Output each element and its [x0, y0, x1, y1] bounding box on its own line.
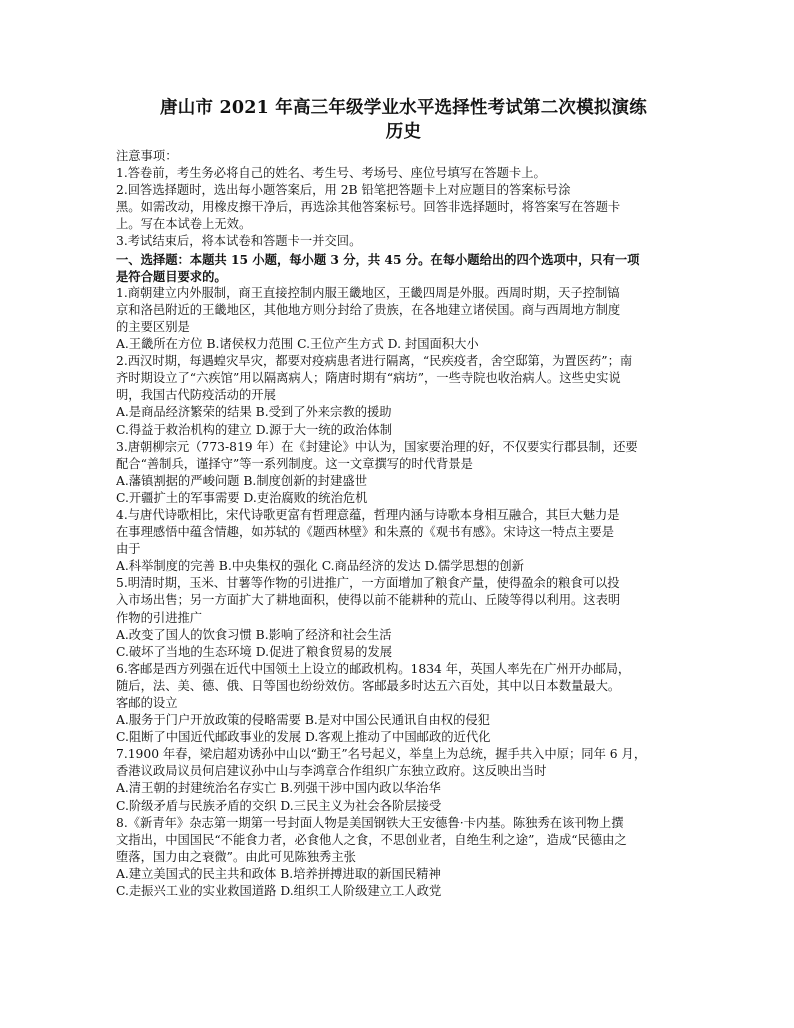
question-2: [116, 353, 691, 438]
question-stem: 7.1900 年春，梁启超劝诱孙中山以“勤王”名号起义，举皇上为总统，握手共入中原；同年 6 月，: [116, 747, 647, 762]
question-stem: 4.与唐代诗歌相比，宋代诗歌更富有哲理意蕴，哲理内涵与诗歌本身相互融合，其巨大魅力是: [116, 507, 620, 522]
question-5: [116, 575, 691, 660]
question-stem: 1.商朝建立内外服制，商王直接控制内服王畿地区，王畿四周是外服。西周时期，天子控制镐: [116, 285, 620, 300]
subject-title: 历史: [385, 122, 422, 142]
question-stem: 文指出，中国国民“不能食力者，必食他人之食，不思创业者，自绝生利之途”，造成“民德由之: [116, 832, 627, 847]
question-options: A.科举制度的完善 B.中央集权的强化 C.商品经济的发达 D.儒学思想的创新: [116, 559, 524, 574]
question-options: C.开疆扩土的军事需要 D.吏治腐败的统治危机: [116, 490, 368, 505]
notice-line: 1.答卷前，考生务必将自己的姓名、考生号、考场号、座位号填写在答题卡上。: [116, 166, 546, 181]
exam-title: 唐山市 2021 年高三年级学业水平选择性考试第二次模拟演练: [160, 98, 647, 118]
question-options: A.王畿所在方位 B.诸侯权力范围 C.王位产生方式 D. 封国面积大小: [116, 337, 479, 352]
section-heading-line: 一、选择题：本题共 15 小题，每小题 3 分，共 45 分。在每小题给出的四个选项中，只有一项: [116, 251, 640, 267]
question-stem: 2.西汉时期，每遇蝗灾旱灾，都要对疫病患者进行隔离，“民疾疫者，舍空邸第，为置医药”；南: [116, 354, 633, 369]
exam-page: [116, 96, 691, 900]
question-8: [116, 815, 691, 900]
notice-line: 3.考试结束后，将本试卷和答题卡一并交回。: [116, 234, 362, 249]
question-stem: 的主要区别是: [116, 319, 190, 334]
question-options: A.是商品经济繁荣的结果 B.受到了外来宗教的援助: [116, 405, 392, 420]
question-options: C.阶级矛盾与民族矛盾的交织 D.三民主义为社会各阶层接受: [116, 798, 442, 813]
notice-line: 黑。如需改动，用橡皮擦干净后，再选涂其他答案标号。回答非选择题时，将答案写在答题卡: [116, 200, 621, 215]
question-options: C.走振兴工业的实业救国道路 D.组织工人阶级建立工人政党: [116, 884, 442, 899]
notice-line: 上。写在本试卷上无效。: [116, 217, 252, 232]
notice-block: [116, 148, 691, 251]
question-stem: 明，我国古代防疫活动的开展: [116, 388, 276, 403]
question-stem: 配合“善制兵，谨择守”等一系列制度。这一文章撰写的时代背景是: [116, 456, 473, 471]
question-stem: 5.明清时期，玉米、甘薯等作物的引进推广，一方面增加了粮食产量，使得盈余的粮食可以投: [116, 576, 620, 591]
question-stem: 在事理感悟中蕴含情趣，如苏轼的《题西林壁》和朱熹的《观书有感》。宋诗这一特点主要是: [116, 525, 615, 540]
question-options: C.破坏了当地的生态环境 D.促进了粮食贸易的发展: [116, 644, 393, 659]
question-stem: 随后，法、美、德、俄、日等国也纷纷效仿。客邮最多时达五六百处，其中以日本数量最大。: [116, 678, 621, 693]
question-stem: 齐时期设立了“六疾馆”用以隔离病人；隋唐时期有“病坊”，一些寺院也收治病人。这些史实说: [116, 371, 621, 386]
question-options: A.服务于门户开放政策的侵略需要 B.是对中国公民通讯自由权的侵犯: [116, 713, 490, 728]
question-stem: 由于: [116, 542, 141, 557]
question-6: [116, 661, 691, 746]
section-heading-line: 是符合题目要求的。: [116, 268, 227, 284]
question-stem: 作物的引进推广: [116, 610, 203, 625]
question-options: C.阻断了中国近代邮政事业的发展 D.客观上推动了中国邮政的近代化: [116, 730, 491, 745]
question-options: A.建立美国式的民主共和政体 B.培养拼搏进取的新国民精神: [116, 866, 441, 881]
question-stem: 3.唐朝柳宗元（773-819 年）在《封建论》中认为，国家要治理的好，不仅要实行郡县制，还要: [116, 439, 638, 454]
notice-heading: 注意事项：: [116, 149, 178, 163]
question-stem: 6.客邮是西方列强在近代中国领土上设立的邮政机构。1834 年，英国人率先在广州开办邮局，: [116, 661, 631, 676]
question-options: A.清王朝的封建统治名存实亡 B.列强干涉中国内政以华治华: [116, 781, 441, 796]
question-stem: 京和洛邑附近的王畿地区，其他地方则分封给了贵族，在各地建立诸侯国。商与西周地方制度: [116, 302, 621, 317]
notice-line: 2.回答选择题时，选出每小题答案后，用 2B 铅笔把答题卡上对应题目的答案标号涂: [116, 183, 571, 198]
question-options: A.藩镇割据的严峻问题 B.制度创新的封建盛世: [116, 473, 367, 488]
question-options: C.得益于救治机构的建立 D.源于大一统的政治体制: [116, 422, 393, 437]
question-7: [116, 746, 691, 814]
question-stem: 堕落，国力由之衰微”。由此可见陈独秀主张: [116, 849, 356, 864]
question-stem: 香港议政局议员何启建议孙中山与李鸿章合作组织广东独立政府。这反映出当时: [116, 764, 547, 779]
question-stem: 8.《新青年》杂志第一期第一号封面人物是美国钢铁大王安德鲁·卡内基。陈独秀在该刊物上撰: [116, 815, 624, 830]
question-3: [116, 439, 691, 507]
question-stem: 客邮的设立: [116, 696, 178, 710]
section-heading: [116, 251, 691, 285]
question-4: [116, 507, 691, 575]
question-stem: 入市场出售；另一方面扩大了耕地面积，使得以前不能耕种的荒山、丘陵等得以利用。这表明: [116, 593, 621, 608]
question-options: A.改变了国人的饮食习惯 B.影响了经济和社会生活: [116, 627, 392, 642]
question-1: [116, 285, 691, 353]
